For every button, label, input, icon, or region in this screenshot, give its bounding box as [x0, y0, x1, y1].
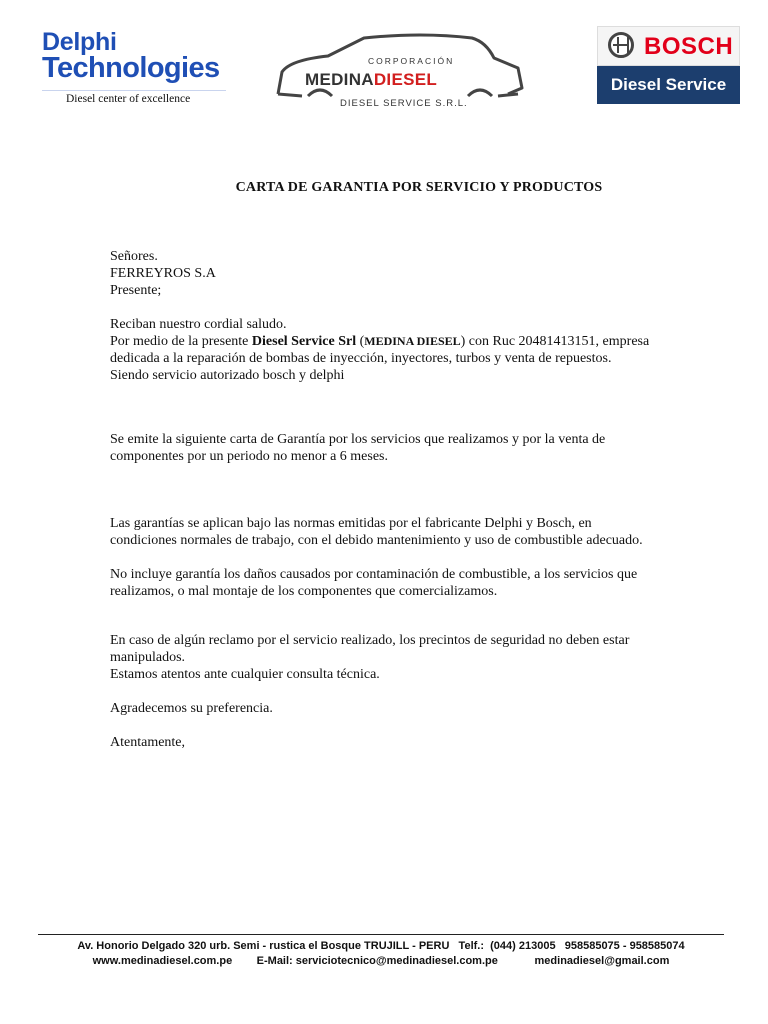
paragraph-line: componentes por un periodo no menor a 6 meses. — [110, 449, 388, 464]
letterhead — [0, 0, 768, 130]
paragraph-line: manipulados. — [110, 650, 186, 665]
warranty-paragraph — [110, 431, 710, 465]
text-run: Por medio de la presente — [110, 334, 252, 349]
text-run: ) con Ruc 20481413151, empresa — [460, 334, 650, 349]
medina-logo-name-a: MEDINA — [305, 70, 374, 89]
delphi-tagline: Diesel center of excellence — [66, 93, 191, 105]
medina-logo-name-b: DIESEL — [373, 70, 438, 89]
paragraph-line: No incluye garantía los daños causados por contaminación de combustible, a los servicios que — [110, 567, 638, 582]
company-name: Diesel Service Srl — [251, 334, 357, 349]
medina-logo-subtitle: DIESEL SERVICE S.R.L. — [340, 98, 468, 109]
recipient-block — [110, 248, 710, 299]
paragraph-line: Estamos atentos ante cualquier consulta técnica. — [110, 667, 380, 682]
bosch-logo-top — [597, 26, 740, 66]
paragraph-line: Se emite la siguiente carta de Garantía por los servicios que realizamos y por la venta de — [110, 432, 606, 447]
exclusions-paragraph — [110, 566, 710, 600]
brand-name: MEDINA DIESEL — [364, 334, 461, 348]
authorized-line: Siendo servicio autorizado bosch y delphi — [110, 368, 345, 383]
recipient-line: Presente; — [110, 283, 162, 298]
medina-diesel-logo — [272, 24, 528, 120]
delphi-logo — [42, 30, 226, 108]
paragraph-line: Las garantías se aplican bajo las normas emitidas por el fabricante Delphi y Bosch, en — [110, 516, 592, 531]
greeting-line: Reciban nuestro cordial saludo. — [110, 317, 287, 332]
description-line: dedicada a la reparación de bombas de inyección, inyectores, turbos y venta de repuestos. — [110, 351, 612, 366]
text-run: ( — [356, 334, 365, 349]
company-line — [110, 333, 710, 350]
bosch-logo — [597, 26, 740, 104]
paragraph-line: En caso de algún reclamo por el servicio realizado, los precintos de seguridad no deben estar — [110, 633, 630, 648]
thanks-line: Agradecemos su preferencia. — [110, 701, 273, 716]
bosch-diesel-service-bar: Diesel Service — [597, 66, 740, 104]
conditions-paragraph — [110, 515, 710, 549]
recipient-line: FERREYROS S.A — [110, 266, 216, 281]
paragraph-line: realizamos, o mal montaje de los componentes que comercializamos. — [110, 584, 498, 599]
closing-line: Atentamente, — [110, 735, 186, 750]
medina-logo-name — [305, 70, 437, 90]
medina-logo-corporacion: CORPORACIÓN — [368, 56, 455, 66]
bosch-armature-icon — [608, 32, 634, 58]
letter-title: CARTA DE GARANTIA POR SERVICIO Y PRODUCTOS — [235, 180, 603, 195]
delphi-logo-line2: Technologies — [42, 52, 220, 84]
paragraph-line: condiciones normales de trabajo, con el debido mantenimiento y uso de combustible adecuado. — [110, 533, 643, 548]
delphi-logo-divider — [42, 90, 226, 91]
intro-paragraph — [110, 316, 710, 384]
footer-address: Av. Honorio Delgado 320 urb. Semi - rustica el Bosque TRUJILL - PERU Telf.: (044) 213005 958585075 - 958585074 — [77, 940, 685, 952]
delphi-logo-line1: Delphi — [42, 28, 117, 56]
bosch-wordmark: BOSCH — [644, 33, 734, 60]
recipient-line: Señores. — [110, 249, 158, 264]
claims-paragraph — [110, 632, 710, 683]
footer-contacts: www.medinadiesel.com.pe E-Mail: serviciotecnico@medinadiesel.com.pe medinadiesel@gmail.com — [92, 955, 670, 967]
footer-divider — [38, 934, 724, 935]
